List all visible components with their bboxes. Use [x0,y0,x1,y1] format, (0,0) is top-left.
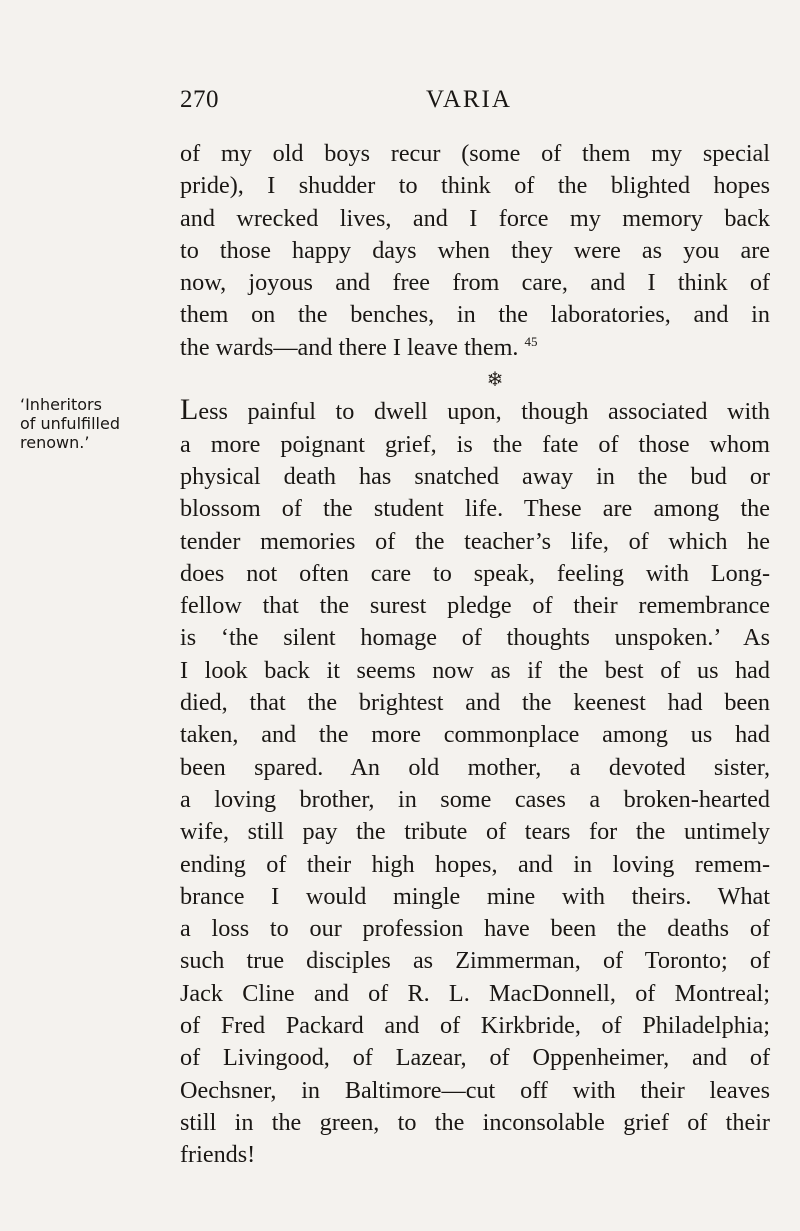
text-line: a loss to our profession have been the deaths of [180,915,770,943]
footnote-ref: 45 [524,333,538,349]
text-line: of my old boys recur (some of them my special [180,140,770,167]
text-line [180,393,770,428]
body-text [180,138,770,1172]
text-line: fellow that the surest pledge of their remembrance [180,592,770,620]
text-line: does not often care to speak, feeling with Long- [180,559,770,587]
text-line: brance I would mingle mine with theirs. What [180,882,770,910]
text-line: is ‘the silent homage of thoughts unspoken.’ As [180,624,770,652]
text-line: of Livingood, of Lazear, of Oppenheimer, and of [180,1044,770,1072]
text-line: a more poignant grief, is the fate of those whom [180,430,770,458]
margin-note-line: of unfulfilled [20,414,120,433]
margin-note-line: renown.’ [20,433,90,452]
text-line: ending of their high hopes, and in loving remem- [180,850,770,878]
margin-note [20,395,180,452]
text-line: friends! [180,1141,256,1169]
text-line: them on the benches, in the laboratories, and in [180,301,770,329]
text-line: died, that the brightest and the keenest had been [180,689,770,717]
text-line [180,332,770,364]
text-line: physical death has snatched away in the bud or [180,462,770,490]
text-line: Oechsner, in Baltimore—cut off with their leaves [180,1076,770,1104]
text-line: now, joyous and free from care, and I think of [180,269,770,297]
text-line: such true disciples as Zimmerman, of Toronto; of [180,947,770,975]
page-number: 270 [180,86,219,113]
running-title: VARIA [426,86,512,113]
text-line: blossom of the student life. These are among the [180,495,770,523]
text-line: still in the green, to the inconsolable grief of their [180,1108,770,1136]
text-line: tender memories of the teacher’s life, of which he [180,527,770,555]
text-line: pride), I shudder to think of the blighted hopes [180,172,770,200]
text-line-content: the wards—and there I leave them. [180,333,519,361]
text-line: Jack Cline and of R. L. MacDonnell, of Montreal; [180,979,770,1007]
text-line: of Fred Packard and of Kirkbride, of Philadelphia; [180,1012,770,1040]
text-line-content: ess painful to dwell upon, though associated with [198,398,770,426]
text-line: wife, still pay the tribute of tears for the untimely [180,818,770,846]
section-ornament-icon: ❄ [486,369,504,392]
running-head [180,86,770,120]
drop-cap: L [180,393,199,427]
text-line: a loving brother, in some cases a broken-hearted [180,785,770,813]
text-line: and wrecked lives, and I force my memory back [180,204,770,232]
text-line: been spared. An old mother, a devoted sister, [180,753,770,781]
text-line: taken, and the more commonplace among us had [180,721,770,749]
margin-note-line: ‘Inheritors [20,395,102,414]
text-line: I look back it seems now as if the best of us had [180,656,770,684]
text-line: to those happy days when they were as you are [180,236,770,264]
